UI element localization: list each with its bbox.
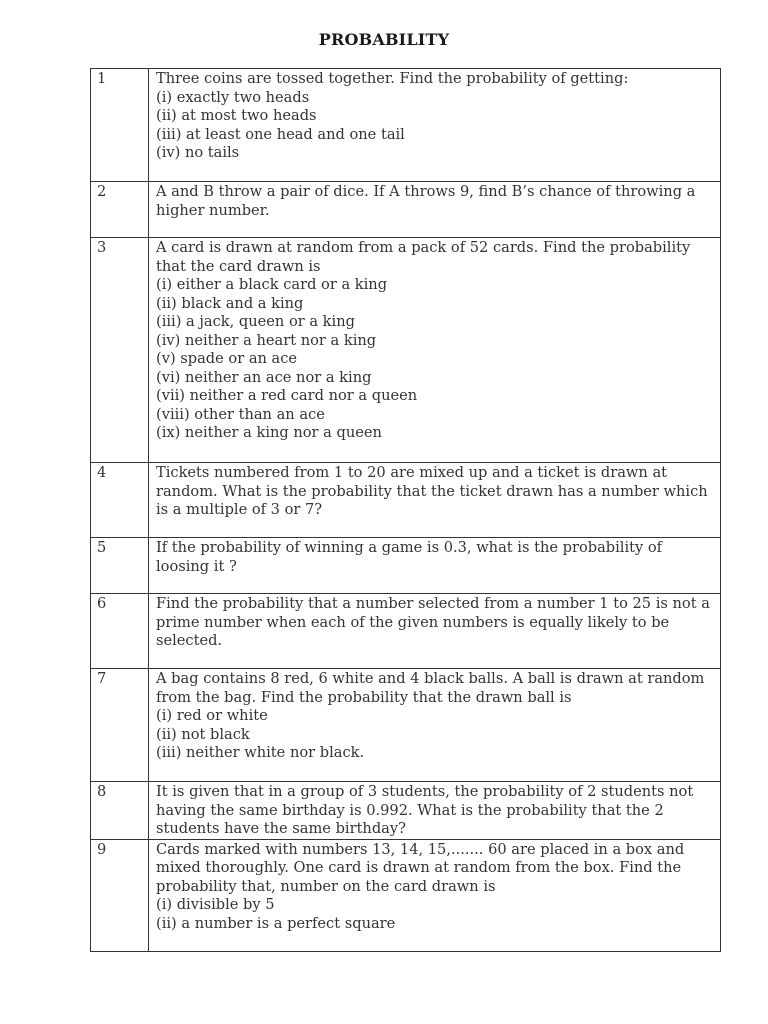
question-text (149, 594, 721, 669)
question-text (149, 182, 721, 238)
question-number: 6 (91, 594, 149, 669)
question-text (149, 463, 721, 538)
question-line: (iv) no tails (156, 144, 240, 161)
question-number: 3 (91, 238, 149, 463)
question-row (91, 669, 721, 782)
question-line: (ii) at most two heads (156, 107, 317, 124)
question-line: (i) either a black card or a king (156, 276, 388, 293)
question-line: A and B throw a pair of dice. If A throws 9, find B’s chance of throwing a higher number. (156, 183, 696, 219)
question-line: Three coins are tossed together. Find the probability of getting: (156, 70, 629, 87)
question-text (149, 839, 721, 951)
question-number: 2 (91, 182, 149, 238)
question-text (149, 538, 721, 594)
question-line: (ii) not black (156, 725, 250, 743)
question-number: 9 (91, 839, 149, 951)
question-line: (i) red or white (156, 707, 268, 724)
question-row (91, 839, 721, 951)
question-line: (ii) a number is a perfect square (156, 914, 396, 932)
question-number: 8 (91, 782, 149, 840)
questions-table (90, 68, 721, 952)
question-line: (vii) neither a red card nor a queen (156, 387, 418, 404)
question-number: 4 (91, 463, 149, 538)
question-line: (vi) neither an ace nor a king (156, 368, 372, 386)
question-line: (v) spade or an ace (156, 350, 298, 367)
question-row (91, 238, 721, 463)
question-row (91, 594, 721, 669)
question-row (91, 782, 721, 840)
question-line: Find the probability that a number selected from a number 1 to 25 is not a prime number when each of the given numbers is equally likely to be selected. (156, 595, 710, 649)
questions-table-body (91, 69, 721, 952)
question-line: (ix) neither a king nor a queen (156, 424, 382, 441)
question-text (149, 238, 721, 463)
question-line: Tickets numbered from 1 to 20 are mixed up and a ticket is drawn at random. What is the probability that the ticket drawn has a number which is a multiple of 3 or 7? (156, 464, 708, 518)
question-line: (viii) other than an ace (156, 405, 325, 423)
question-number: 5 (91, 538, 149, 594)
question-line: (iii) at least one head and one tail (156, 125, 405, 143)
question-row (91, 538, 721, 594)
question-line: (iv) neither a heart nor a king (156, 331, 377, 349)
question-text (149, 669, 721, 782)
question-row (91, 69, 721, 182)
question-line: Cards marked with numbers 13, 14, 15,....... 60 are placed in a box and mixed thoroughly. One card is drawn at random from the box. Find the probability that, number on the card drawn is (156, 840, 685, 895)
question-line: (i) divisible by 5 (156, 896, 275, 913)
question-line: (iii) a jack, queen or a king (156, 313, 355, 330)
question-row (91, 463, 721, 538)
question-number: 7 (91, 669, 149, 782)
question-line: A bag contains 8 red, 6 white and 4 black balls. A ball is drawn at random from the bag. Find the probability that the drawn ball is (156, 670, 705, 706)
question-row (91, 182, 721, 238)
question-line: (i) exactly two heads (156, 88, 310, 106)
question-text (149, 782, 721, 840)
question-line: It is given that in a group of 3 students, the probability of 2 students not having the same birthday is 0.992. What is the probability that the 2 students have the same birthday? (156, 783, 694, 837)
question-line: (iii) neither white nor black. (156, 744, 365, 761)
question-line: If the probability of winning a game is 0.3, what is the probability of loosing it ? (156, 539, 663, 575)
question-number: 1 (91, 69, 149, 182)
page-title: PROBABILITY (318, 30, 450, 49)
question-text (149, 69, 721, 182)
question-line: (ii) black and a king (156, 294, 304, 312)
question-line: A card is drawn at random from a pack of 52 cards. Find the probability that the card drawn is (156, 239, 691, 275)
